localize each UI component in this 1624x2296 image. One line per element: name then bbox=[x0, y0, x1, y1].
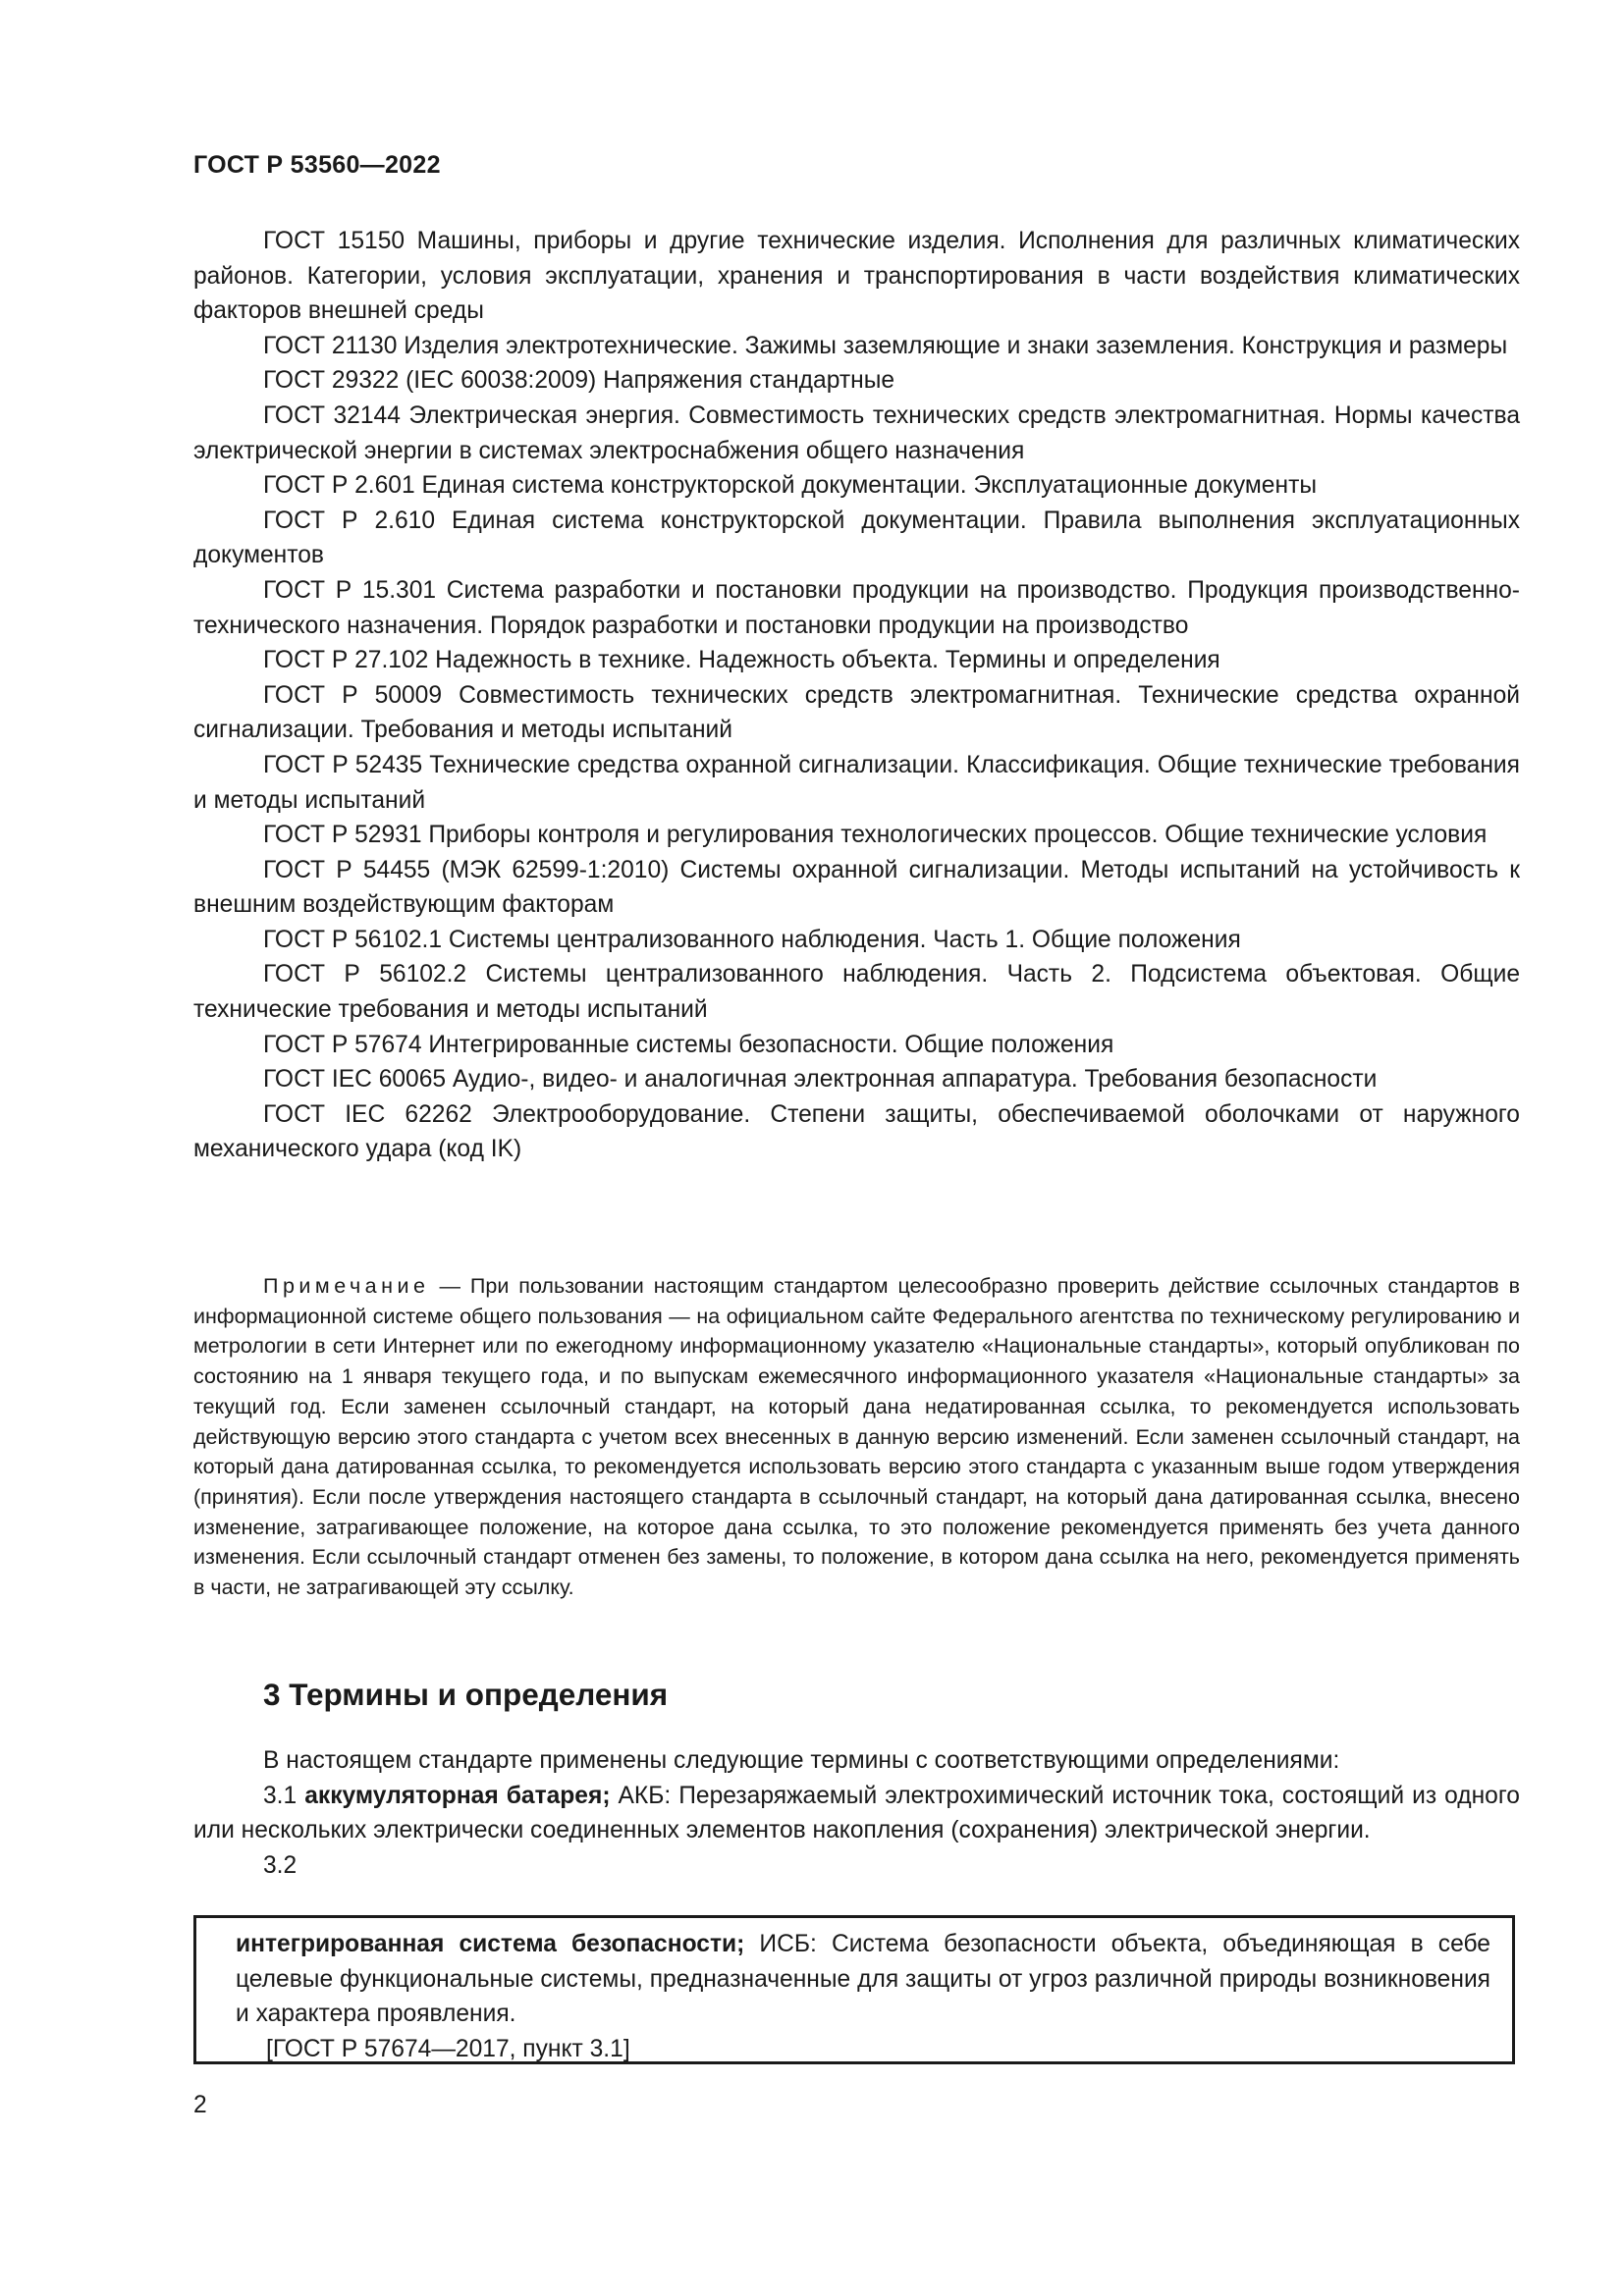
reference-item: ГОСТ Р 52931 Приборы контроля и регулирования технологических процессов. Общие технические условия bbox=[263, 822, 1488, 849]
note-block bbox=[193, 1271, 1520, 1603]
term-source: [ГОСТ Р 57674—2017, пункт 3.1] bbox=[266, 2035, 630, 2062]
reference-item: ГОСТ IEC 62262 Электрооборудование. Степени защиты, обеспечиваемой оболочками от наружного механического удара (код IK) bbox=[193, 1100, 1520, 1163]
term-3-2-box bbox=[193, 1915, 1515, 2064]
reference-item: ГОСТ 29322 (IEC 60038:2009) Напряжения стандартные bbox=[263, 367, 895, 395]
reference-item: ГОСТ Р 56102.2 Системы централизованного наблюдения. Часть 2. Подсистема объектовая. Общие технические требования и методы испытаний bbox=[193, 961, 1520, 1024]
reference-item: ГОСТ Р 56102.1 Системы централизованного наблюдения. Часть 1. Общие положения bbox=[263, 926, 1241, 953]
normative-references bbox=[193, 224, 1520, 1167]
section-title: 3 Термины и определения bbox=[263, 1677, 669, 1712]
term-3-2 bbox=[236, 1927, 1490, 2032]
term-3-1 bbox=[193, 1779, 1520, 1848]
page-number: 2 bbox=[193, 2092, 207, 2118]
reference-item: ГОСТ 32144 Электрическая энергия. Совместимость технических средств электромагнитная. Нормы качества электрической энергии в системах электроснабжения общего назначения bbox=[193, 401, 1520, 464]
reference-item: ГОСТ Р 50009 Совместимость технических средств электромагнитная. Технические средства охранной сигнализации. Требования и методы испытаний bbox=[193, 681, 1520, 744]
term-name: интегрированная система безопасности; bbox=[236, 1931, 745, 1957]
reference-item: ГОСТ Р 2.601 Единая система конструкторской документации. Эксплуатационные документы bbox=[263, 472, 1318, 500]
term-name: аккумуляторная батарея; bbox=[304, 1782, 611, 1809]
reference-item: ГОСТ 15150 Машины, приборы и другие технические изделия. Исполнения для различных климатических районов. Категории, условия эксплуатации, хранения и транспортирования в части воздействия климатических факторов внешней среды bbox=[193, 228, 1520, 325]
note-paragraph bbox=[193, 1271, 1520, 1603]
term-3-2-number: 3.2 bbox=[263, 1851, 298, 1879]
reference-item: ГОСТ IEC 60065 Аудио-, видео- и аналогичная электронная аппаратура. Требования безопасности bbox=[263, 1066, 1378, 1094]
term-definition: АКБ: Перезаряжаемый электрохимический источник тока, состоящий из одного или нескольких электрически соединенных элементов накопления (сохранения) электрической энергии. bbox=[193, 1782, 1520, 1844]
reference-item: ГОСТ Р 52435 Технические средства охранной сигнализации. Классификация. Общие технические требования и методы испытаний bbox=[193, 751, 1520, 814]
reference-item: ГОСТ 21130 Изделия электротехнические. Зажимы заземляющие и знаки заземления. Конструкция и размеры bbox=[263, 332, 1508, 359]
terms-section bbox=[193, 1743, 1520, 1883]
note-label: Примечание bbox=[263, 1274, 430, 1298]
terms-intro: В настоящем стандарте применены следующие термины с соответствующими определениями: bbox=[263, 1747, 1340, 1774]
reference-item: ГОСТ Р 27.102 Надежность в технике. Надежность объекта. Термины и определения bbox=[263, 647, 1220, 674]
term-definition: ИСБ: Система безопасности объекта, объединяющая в себе целевые функциональные системы, предназначенные для защиты от угроз различной природы возникновения и характера проявления. bbox=[236, 1931, 1490, 2028]
reference-item: ГОСТ Р 54455 (МЭК 62599-1:2010) Системы охранной сигнализации. Методы испытаний на устойчивость к внешним воздействующим факторам bbox=[193, 856, 1520, 919]
reference-item: ГОСТ Р 2.610 Единая система конструкторской документации. Правила выполнения эксплуатационных документов bbox=[193, 507, 1520, 569]
reference-item: ГОСТ Р 15.301 Система разработки и постановки продукции на производство. Продукция производственно-технического назначения. Порядок разработки и постановки продукции на производство bbox=[193, 576, 1520, 639]
reference-item: ГОСТ Р 57674 Интегрированные системы безопасности. Общие положения bbox=[263, 1031, 1114, 1058]
term-number: 3.1 bbox=[263, 1782, 298, 1809]
note-text: — При пользовании настоящим стандартом целесообразно проверить действие ссылочных стандартов в информационной системе общего пользования — на официальном сайте Федерального агентства по техническому регулированию и метрологии в сети Интернет или по ежегодному информационному указателю «Национальные стандарты», который опубликован по состоянию на 1 января текущего года, и по выпускам ежемесячного информационного указателя «Национальные стандарты» за текущий год. Если заменен ссылочный стандарт, на который дана недатированная ссылка, то рекомендуется использовать действующую версию этого стандарта с учетом всех внесенных в данную версию изменений. Если заменен ссылочный стандарт, на который дана датированная ссылка, то рекомендуется использовать версию этого стандарта с указанным выше годом утверждения (принятия). Если после утверждения настоящего стандарта в ссылочный стандарт, на который дана датированная ссылка, внесено изменение, затрагивающее положение, на которое дана ссылка, то это положение рекомендуется применять без учета данного изменения. Если ссылочный стандарт отменен без замены, то положение, в котором дана ссылка на него, рекомендуется применять в части, не затрагивающей эту ссылку. bbox=[193, 1274, 1521, 1600]
document-header: ГОСТ Р 53560—2022 bbox=[193, 151, 441, 179]
